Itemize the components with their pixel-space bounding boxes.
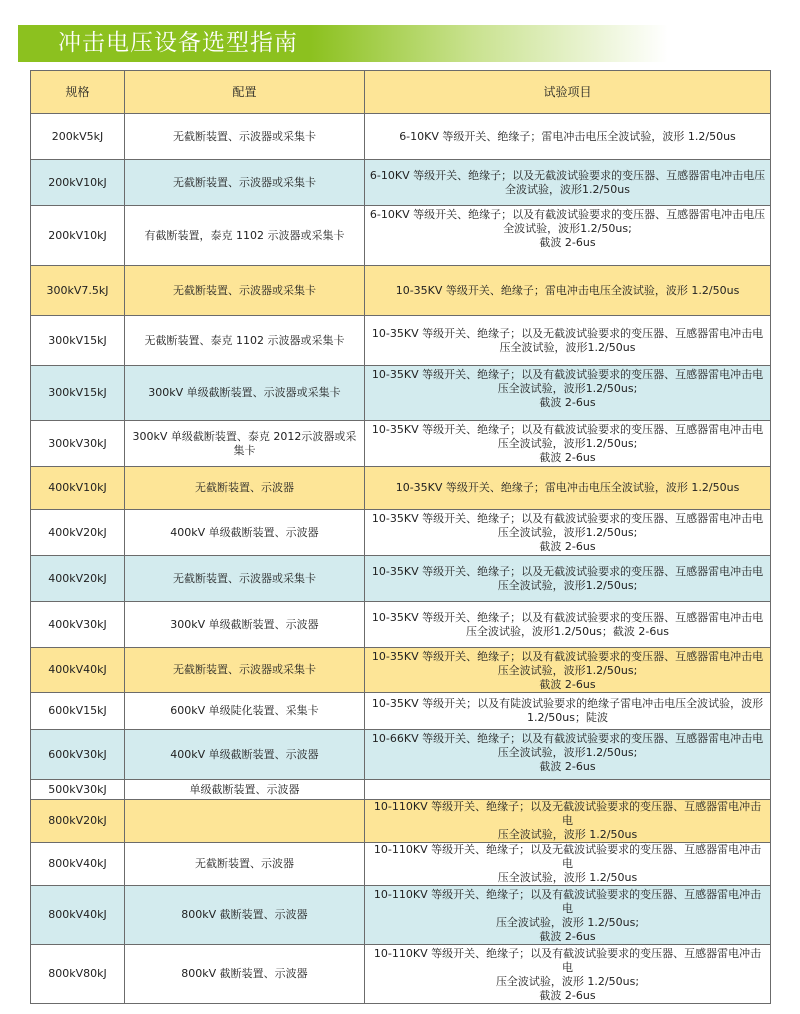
cell-tests [365, 780, 771, 800]
test-line: 压全波试验，波形1.2/50us [499, 340, 636, 354]
test-line: 10-66KV 等级开关、绝缘子；以及有截波试验要求的变压器、互感器雷电冲击电 [371, 732, 764, 745]
cell-config: 400kV 单级截断装置、示波器 [125, 510, 365, 556]
cell-config: 300kV 单级截断装置、泰克 2012示波器或采集卡 [125, 421, 365, 467]
cell-tests [365, 421, 771, 467]
test-line: 10-35KV 等级开关；以及有陡波试验要求的绝缘子雷电冲击电压全波试验，波形 [371, 697, 764, 710]
table-row [31, 556, 771, 602]
table-row [31, 886, 771, 945]
table-row [31, 945, 771, 1004]
header-config: 配置 [125, 71, 365, 114]
cell-config [125, 800, 365, 843]
test-line: 10-35KV 等级开关、绝缘子；以及有截波试验要求的变压器、互感器雷电冲击电 [371, 512, 764, 525]
cell-tests [365, 206, 771, 266]
cell-config: 400kV 单级截断装置、示波器 [125, 730, 365, 780]
table-row [31, 780, 771, 800]
test-line: 截波 2-6us [539, 396, 596, 409]
cell-config: 300kV 单级截断装置、示波器或采集卡 [125, 366, 365, 421]
test-line: 全波试验，波形1.2/50us [505, 182, 630, 196]
table-row [31, 316, 771, 366]
test-line: 10-110KV 等级开关、绝缘子；以及有截波试验要求的变压器、互感器雷电冲击电 [373, 947, 762, 974]
test-line: 10-35KV 等级开关、绝缘子；雷电冲击电压全波试验，波形 1.2/50us [395, 481, 740, 494]
cell-spec: 500kV30kJ [31, 780, 125, 800]
cell-config: 无截断装置、示波器或采集卡 [125, 114, 365, 160]
test-line: 10-35KV 等级开关、绝缘子；以及有截波试验要求的变压器、互感器雷电冲击电 [371, 423, 764, 436]
test-line: 压全波试验，波形1.2/50us; [497, 526, 638, 539]
page-title: 冲击电压设备选型指南 [58, 30, 298, 56]
cell-spec: 200kV5kJ [31, 114, 125, 160]
table-row [31, 114, 771, 160]
test-line: 压全波试验，波形 1.2/50us [497, 828, 638, 841]
cell-spec: 300kV30kJ [31, 421, 125, 467]
cell-spec: 600kV30kJ [31, 730, 125, 780]
table-row [31, 266, 771, 316]
cell-spec: 800kV40kJ [31, 843, 125, 886]
table-row [31, 800, 771, 843]
cell-config: 无截断装置、示波器 [125, 467, 365, 510]
table-row [31, 693, 771, 730]
test-line: 压全波试验，波形 1.2/50us; [495, 975, 640, 988]
cell-spec: 400kV20kJ [31, 556, 125, 602]
test-line: 6-10KV 等级开关、绝缘子；以及有截波试验要求的变压器、互感器雷电冲击电压 [369, 208, 766, 221]
cell-config: 800kV 截断装置、示波器 [125, 886, 365, 945]
cell-tests [365, 114, 771, 160]
test-line: 截波 2-6us [539, 989, 596, 1002]
test-line: 截波 2-6us [539, 760, 596, 773]
cell-spec: 300kV7.5kJ [31, 266, 125, 316]
test-line: 10-35KV 等级开关、绝缘子；以及有截波试验要求的变压器、互感器雷电冲击电 [371, 368, 764, 381]
table-row [31, 206, 771, 266]
test-line: 压全波试验，波形1.2/50us; [497, 746, 638, 759]
table-row [31, 366, 771, 421]
cell-tests [365, 730, 771, 780]
cell-spec: 400kV30kJ [31, 602, 125, 648]
cell-config: 600kV 单级陡化装置、采集卡 [125, 693, 365, 730]
cell-config: 800kV 截断装置、示波器 [125, 945, 365, 1004]
table-row [31, 160, 771, 206]
test-line: 6-10KV 等级开关、绝缘子；以及无截波试验要求的变压器、互感器雷电冲击电压 [369, 168, 766, 182]
cell-tests [365, 602, 771, 648]
table-row [31, 602, 771, 648]
cell-config: 无截断装置、泰克 1102 示波器或采集卡 [125, 316, 365, 366]
test-line: 10-35KV 等级开关、绝缘子；以及无截波试验要求的变压器、互感器雷电冲击电 [371, 564, 764, 578]
cell-spec: 300kV15kJ [31, 316, 125, 366]
test-line: 全波试验，波形1.2/50us; [503, 222, 632, 235]
table-row [31, 843, 771, 886]
cell-spec: 400kV40kJ [31, 648, 125, 693]
test-line: 截波 2-6us [539, 451, 596, 464]
cell-spec: 800kV20kJ [31, 800, 125, 843]
cell-spec: 400kV10kJ [31, 467, 125, 510]
cell-config: 300kV 单级截断装置、示波器 [125, 602, 365, 648]
cell-config: 单级截断装置、示波器 [125, 780, 365, 800]
cell-spec: 200kV10kJ [31, 206, 125, 266]
cell-spec: 600kV15kJ [31, 693, 125, 730]
header-tests: 试验项目 [365, 71, 771, 114]
table-row [31, 421, 771, 467]
test-line: 1.2/50us；陡波 [527, 711, 608, 724]
table-body [31, 114, 771, 1004]
selection-guide-table [30, 70, 771, 1004]
test-line: 10-35KV 等级开关、绝缘子；雷电冲击电压全波试验，波形 1.2/50us [395, 283, 740, 297]
table-header-row [31, 71, 771, 114]
cell-tests [365, 266, 771, 316]
table-row [31, 510, 771, 556]
cell-tests [365, 945, 771, 1004]
test-line: 10-110KV 等级开关、绝缘子；以及无截波试验要求的变压器、互感器雷电冲击电 [373, 843, 762, 870]
test-line: 10-110KV 等级开关、绝缘子；以及无截波试验要求的变压器、互感器雷电冲击电 [373, 800, 762, 827]
cell-config: 无截断装置、示波器或采集卡 [125, 160, 365, 206]
cell-tests [365, 843, 771, 886]
test-line: 10-35KV 等级开关、绝缘子；以及有截波试验要求的变压器、互感器雷电冲击电 [371, 650, 764, 663]
table-row [31, 467, 771, 510]
cell-config: 无截断装置、示波器或采集卡 [125, 266, 365, 316]
cell-tests [365, 886, 771, 945]
table-row [31, 648, 771, 693]
cell-spec: 200kV10kJ [31, 160, 125, 206]
test-line: 压全波试验，波形 1.2/50us [497, 871, 638, 884]
cell-tests [365, 160, 771, 206]
test-line: 压全波试验，波形1.2/50us; [497, 578, 638, 592]
title-banner [18, 25, 668, 62]
cell-spec: 400kV20kJ [31, 510, 125, 556]
test-line: 压全波试验，波形1.2/50us；截波 2-6us [465, 624, 670, 638]
cell-config: 有截断装置，泰克 1102 示波器或采集卡 [125, 206, 365, 266]
test-line: 6-10KV 等级开关、绝缘子；雷电冲击电压全波试验，波形 1.2/50us [399, 129, 736, 143]
table-row [31, 730, 771, 780]
cell-tests [365, 800, 771, 843]
test-line: 截波 2-6us [539, 236, 596, 249]
cell-config: 无截断装置、示波器或采集卡 [125, 556, 365, 602]
cell-spec: 800kV80kJ [31, 945, 125, 1004]
test-line: 压全波试验，波形1.2/50us; [497, 437, 638, 450]
test-line: 压全波试验，波形1.2/50us; [497, 664, 638, 677]
cell-config: 无截断装置、示波器 [125, 843, 365, 886]
cell-config: 无截断装置、示波器或采集卡 [125, 648, 365, 693]
cell-tests [365, 467, 771, 510]
cell-tests [365, 316, 771, 366]
cell-tests [365, 366, 771, 421]
test-line: 截波 2-6us [539, 930, 596, 943]
test-line: 10-35KV 等级开关、绝缘子；以及有截波试验要求的变压器、互感器雷电冲击电 [371, 610, 764, 624]
test-line: 10-110KV 等级开关、绝缘子；以及有截波试验要求的变压器、互感器雷电冲击电 [373, 888, 762, 915]
test-line: 截波 2-6us [539, 678, 596, 691]
cell-spec: 800kV40kJ [31, 886, 125, 945]
cell-spec: 300kV15kJ [31, 366, 125, 421]
cell-tests [365, 693, 771, 730]
cell-tests [365, 510, 771, 556]
cell-tests [365, 648, 771, 693]
test-line: 10-35KV 等级开关、绝缘子；以及无截波试验要求的变压器、互感器雷电冲击电 [371, 326, 764, 340]
test-line: 截波 2-6us [539, 540, 596, 553]
header-spec: 规格 [31, 71, 125, 114]
test-line: 压全波试验，波形 1.2/50us; [495, 916, 640, 929]
test-line: 压全波试验，波形1.2/50us; [497, 382, 638, 395]
cell-tests [365, 556, 771, 602]
